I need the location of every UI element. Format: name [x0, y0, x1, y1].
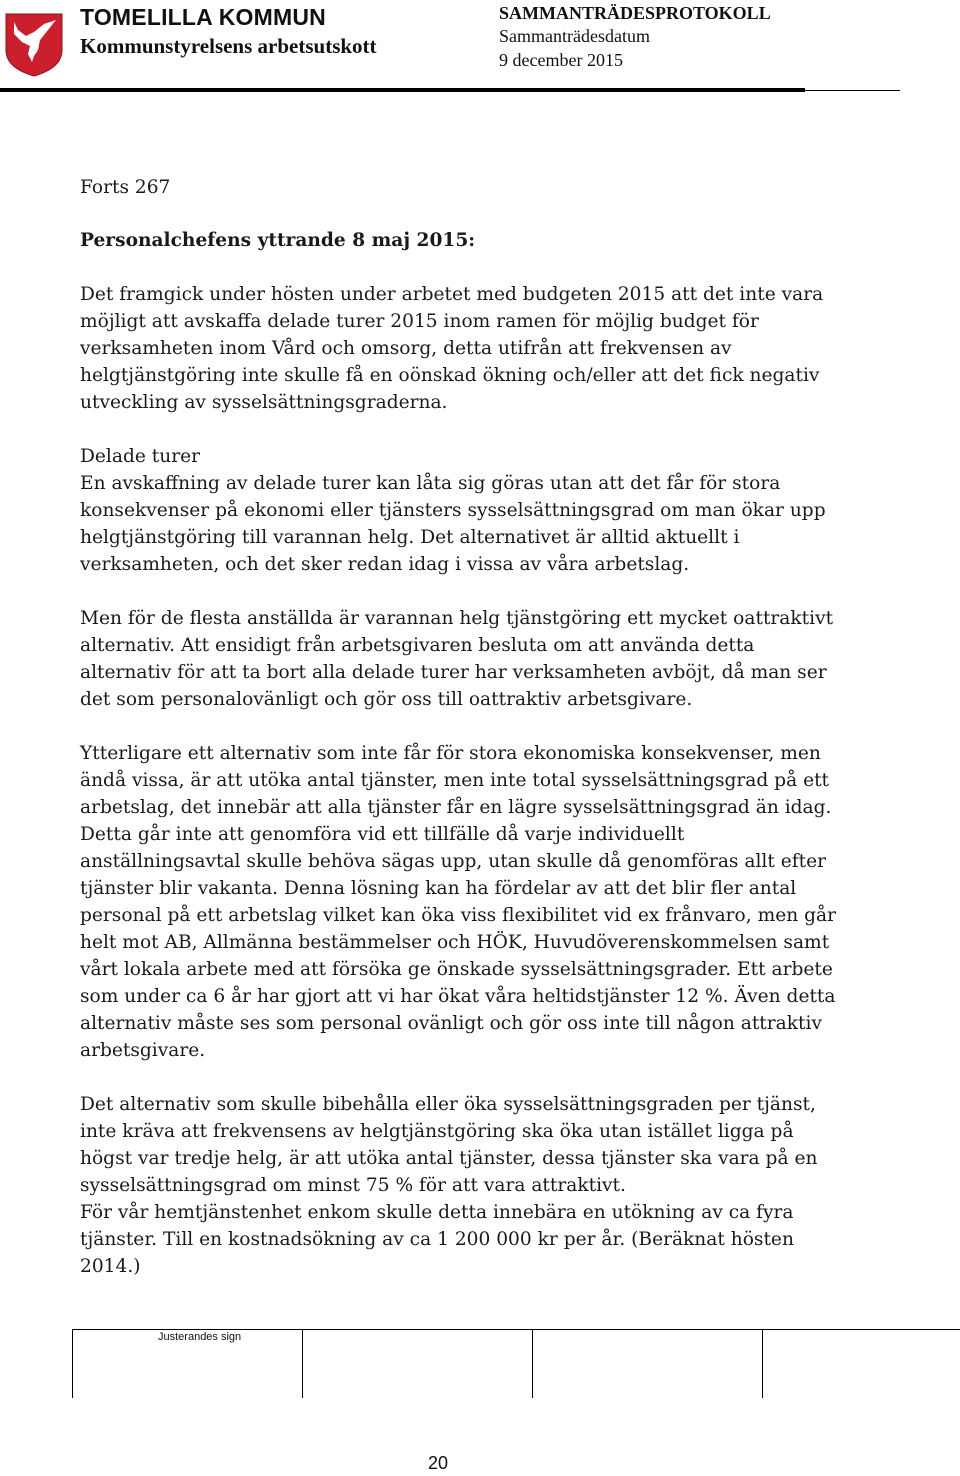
- organization-name: TOMELILLA KOMMUN: [80, 4, 326, 30]
- section-reference: Forts 267: [80, 177, 171, 198]
- signature-cell: [762, 1330, 763, 1398]
- page-number: 20: [428, 1453, 449, 1473]
- paragraph: Det framgick under hösten under arbetet med budgeten 2015 att det inte vara möjligt att avskaffa delade turer 2015 inom ramen för möjlig budget för verksamheten inom Vård och omsorg, detta utifrån att frekvensen av helgtjänstgöring inte skulle få en oönskad ökning och/eller att det fick negativ utveckling av sysselsättningsgraderna.: [80, 284, 824, 413]
- signature-cell: [302, 1330, 303, 1398]
- subheading-delade-turer: Delade turer: [80, 446, 200, 467]
- paragraph: För vår hemtjänstenhet enkom skulle detta innebära en utökning av ca fyra tjänster. Till en kostnadsökning av ca 1 200 000 kr per år. (Beräknat hösten 2014.): [80, 1202, 794, 1277]
- organization-unit: Kommunstyrelsens arbetsutskott: [80, 34, 377, 58]
- paragraph: Det alternativ som skulle bibehålla eller öka sysselsättningsgraden per tjänst, inte kräva att frekvensens av helgtjänstgöring ska öka utan istället ligga på högst var tredje helg, är att utöka antal tjänster, dessa tjänster ska vara på en sysselsättningsgrad om minst 75 % för att vara attraktivt.: [80, 1094, 818, 1196]
- signature-cell: [532, 1330, 533, 1398]
- section-title: Personalchefens yttrande 8 maj 2015:: [80, 230, 476, 251]
- signature-label: Justerandes sign: [158, 1331, 242, 1343]
- paragraph: En avskaffning av delade turer kan låta sig göras utan att det får för stora konsekvenser på ekonomi eller tjänsters sysselsättningsgrad om man ökar upp helgtjänstgöring till varannan helg. Det alternativet är alltid aktuellt i verksamheten, och det sker redan idag i vissa av våra arbetslag.: [80, 473, 826, 575]
- document-body: [80, 174, 840, 1280]
- paragraph: Ytterligare ett alternativ som inte får för stora ekonomiska konsekvenser, men ändå vissa, är att utöka antal tjänster, men inte total sysselsättningsgrad på ett arbetslag, det innebär att alla tjänster får en lägre sysselsättningsgrad än idag. Detta går inte att genomföra vid ett tillfälle då varje individuellt anställningsavtal skulle behöva sägas upp, utan skulle då genomföras allt efter tjänster blir vakanta. Denna lösning kan ha fördelar av att det blir fler antal personal på ett arbetslag vilket kan öka viss flexibilitet vid ex frånvaro, men går helt mot AB, Allmänna bestämmelser och HÖK, Huvudöverenskommelsen samt vårt lokala arbete med att försöka ge önskade sysselsättningsgrader. Ett arbete som under ca 6 år har gjort att vi har ökat våra heltidstjänster 12 %. Även detta alternativ måste ses som personal ovänligt och gör oss inte till någon attraktiv arbetsgivare.: [80, 743, 836, 1061]
- header-divider-thin: [805, 90, 900, 91]
- meeting-date-value: 9 december 2015: [499, 50, 623, 70]
- header-divider: [0, 88, 805, 92]
- municipal-crest-icon: [4, 10, 68, 78]
- paragraph: Men för de flesta anställda är varannan helg tjänstgöring ett mycket oattraktivt alternativ. Att ensidigt från arbetsgivaren besluta om att använda detta alternativ för att ta bort alla delade turer har verksamheten avböjt, då man ser det som personalovänligt och gör oss till oattraktiv arbetsgivare.: [80, 608, 834, 710]
- signature-cell: [72, 1330, 73, 1398]
- document-type: SAMMANTRÄDESPROTOKOLL: [499, 3, 771, 23]
- meeting-date-label: Sammanträdesdatum: [499, 26, 650, 46]
